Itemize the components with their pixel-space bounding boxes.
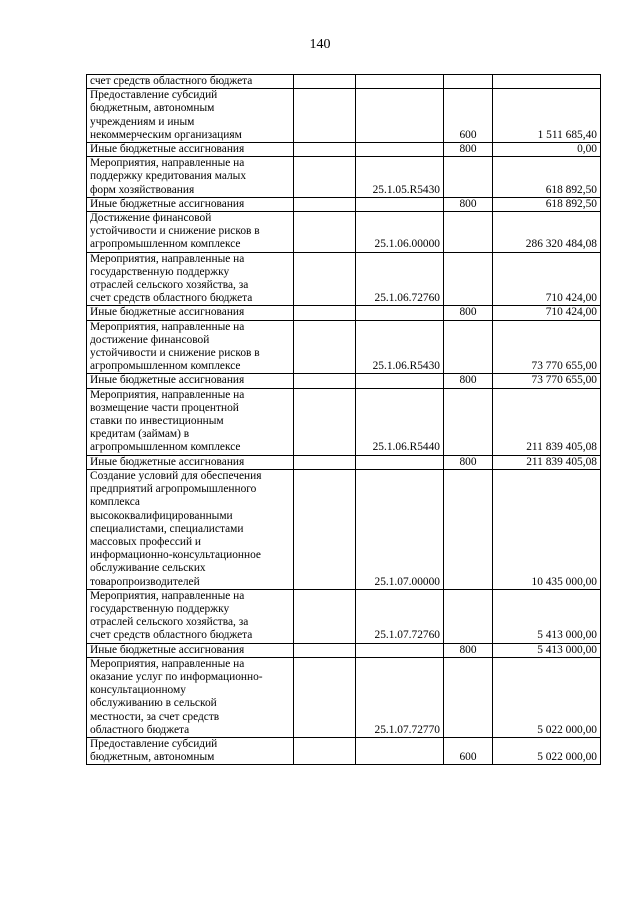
table-row bbox=[87, 157, 601, 198]
table-row bbox=[87, 252, 601, 306]
row-empty-cell bbox=[294, 643, 356, 657]
table-row bbox=[87, 657, 601, 737]
row-name-cell: Мероприятия, направленные на достижение финансовой устойчивости и снижение рисков в агропромышленном комплексе bbox=[87, 320, 294, 374]
row-amount-cell: 5 413 000,00 bbox=[493, 589, 601, 643]
table-row bbox=[87, 589, 601, 643]
row-empty-cell bbox=[294, 197, 356, 211]
row-expense-type-cell bbox=[444, 388, 493, 455]
row-code-cell: 25.1.06.R5430 bbox=[356, 320, 444, 374]
table-row bbox=[87, 306, 601, 320]
table-row bbox=[87, 737, 601, 764]
table-row bbox=[87, 75, 601, 89]
row-code-cell bbox=[356, 737, 444, 764]
table-row bbox=[87, 469, 601, 589]
row-empty-cell bbox=[294, 306, 356, 320]
row-amount-cell: 1 511 685,40 bbox=[493, 89, 601, 143]
row-name-cell: Мероприятия, направленные на оказание услуг по информационно- консультационному обслуживанию в сельской местности, за счет средств областного бюджета bbox=[87, 657, 294, 737]
row-code-cell bbox=[356, 75, 444, 89]
row-empty-cell bbox=[294, 212, 356, 253]
table-row bbox=[87, 320, 601, 374]
row-amount-cell: 618 892,50 bbox=[493, 197, 601, 211]
row-amount-cell bbox=[493, 75, 601, 89]
row-code-cell bbox=[356, 89, 444, 143]
row-empty-cell bbox=[294, 75, 356, 89]
table-row bbox=[87, 455, 601, 469]
row-expense-type-cell: 800 bbox=[444, 143, 493, 157]
row-amount-cell: 5 022 000,00 bbox=[493, 737, 601, 764]
row-expense-type-cell bbox=[444, 75, 493, 89]
row-code-cell bbox=[356, 197, 444, 211]
row-name-cell: Достижение финансовой устойчивости и снижение рисков в агропромышленном комплексе bbox=[87, 212, 294, 253]
row-name-cell: счет средств областного бюджета bbox=[87, 75, 294, 89]
row-expense-type-cell: 600 bbox=[444, 737, 493, 764]
row-expense-type-cell bbox=[444, 589, 493, 643]
row-expense-type-cell bbox=[444, 157, 493, 198]
row-empty-cell bbox=[294, 252, 356, 306]
row-amount-cell: 618 892,50 bbox=[493, 157, 601, 198]
row-expense-type-cell: 800 bbox=[444, 374, 493, 388]
row-code-cell: 25.1.06.00000 bbox=[356, 212, 444, 253]
row-name-cell: Иные бюджетные ассигнования bbox=[87, 374, 294, 388]
row-expense-type-cell bbox=[444, 469, 493, 589]
row-name-cell: Создание условий для обеспечения предприятий агропромышленного комплекса высококвалифицированными специалистами, специалистами массовых профессий и информационно-консультационное обслуживание сельских товаропроизводителей bbox=[87, 469, 294, 589]
row-expense-type-cell: 800 bbox=[444, 455, 493, 469]
row-empty-cell bbox=[294, 374, 356, 388]
table-row bbox=[87, 388, 601, 455]
row-name-cell: Предоставление субсидий бюджетным, автономным учреждениям и иным некоммерческим организациям bbox=[87, 89, 294, 143]
row-name-cell: Иные бюджетные ассигнования bbox=[87, 197, 294, 211]
table-row bbox=[87, 197, 601, 211]
row-empty-cell bbox=[294, 589, 356, 643]
row-amount-cell: 73 770 655,00 bbox=[493, 374, 601, 388]
row-expense-type-cell: 800 bbox=[444, 643, 493, 657]
row-amount-cell: 286 320 484,08 bbox=[493, 212, 601, 253]
row-expense-type-cell bbox=[444, 320, 493, 374]
row-name-cell: Иные бюджетные ассигнования bbox=[87, 143, 294, 157]
page-number: 140 bbox=[309, 37, 331, 52]
row-expense-type-cell: 600 bbox=[444, 89, 493, 143]
row-name-cell: Иные бюджетные ассигнования bbox=[87, 643, 294, 657]
row-amount-cell: 73 770 655,00 bbox=[493, 320, 601, 374]
row-amount-cell: 710 424,00 bbox=[493, 252, 601, 306]
row-code-cell bbox=[356, 143, 444, 157]
row-empty-cell bbox=[294, 388, 356, 455]
row-amount-cell: 5 413 000,00 bbox=[493, 643, 601, 657]
row-empty-cell bbox=[294, 455, 356, 469]
row-code-cell: 25.1.07.72770 bbox=[356, 657, 444, 737]
row-name-cell: Мероприятия, направленные на возмещение части процентной ставки по инвестиционным кредитам (займам) в агропромышленном комплексе bbox=[87, 388, 294, 455]
row-empty-cell bbox=[294, 657, 356, 737]
row-amount-cell: 710 424,00 bbox=[493, 306, 601, 320]
table-row bbox=[87, 143, 601, 157]
row-code-cell: 25.1.06.R5440 bbox=[356, 388, 444, 455]
row-code-cell: 25.1.07.00000 bbox=[356, 469, 444, 589]
table-row bbox=[87, 212, 601, 253]
row-code-cell: 25.1.06.72760 bbox=[356, 252, 444, 306]
row-empty-cell bbox=[294, 469, 356, 589]
row-expense-type-cell bbox=[444, 252, 493, 306]
row-empty-cell bbox=[294, 157, 356, 198]
table-row bbox=[87, 89, 601, 143]
row-name-cell: Предоставление субсидий бюджетным, автономным bbox=[87, 737, 294, 764]
row-name-cell: Иные бюджетные ассигнования bbox=[87, 455, 294, 469]
row-code-cell: 25.1.07.72760 bbox=[356, 589, 444, 643]
row-code-cell bbox=[356, 306, 444, 320]
row-empty-cell bbox=[294, 737, 356, 764]
row-code-cell bbox=[356, 455, 444, 469]
row-amount-cell: 10 435 000,00 bbox=[493, 469, 601, 589]
table-row bbox=[87, 643, 601, 657]
row-amount-cell: 211 839 405,08 bbox=[493, 388, 601, 455]
row-expense-type-cell: 800 bbox=[444, 197, 493, 211]
table-row bbox=[87, 374, 601, 388]
row-code-cell bbox=[356, 643, 444, 657]
row-name-cell: Мероприятия, направленные на государственную поддержку отраслей сельского хозяйства, за счет средств областного бюджета bbox=[87, 589, 294, 643]
row-expense-type-cell bbox=[444, 212, 493, 253]
row-expense-type-cell bbox=[444, 657, 493, 737]
row-empty-cell bbox=[294, 320, 356, 374]
row-name-cell: Мероприятия, направленные на государственную поддержку отраслей сельского хозяйства, за счет средств областного бюджета bbox=[87, 252, 294, 306]
row-amount-cell: 211 839 405,08 bbox=[493, 455, 601, 469]
row-empty-cell bbox=[294, 89, 356, 143]
row-expense-type-cell: 800 bbox=[444, 306, 493, 320]
budget-table bbox=[86, 74, 601, 765]
row-code-cell: 25.1.05.R5430 bbox=[356, 157, 444, 198]
row-amount-cell: 5 022 000,00 bbox=[493, 657, 601, 737]
row-amount-cell: 0,00 bbox=[493, 143, 601, 157]
row-name-cell: Иные бюджетные ассигнования bbox=[87, 306, 294, 320]
row-code-cell bbox=[356, 374, 444, 388]
row-empty-cell bbox=[294, 143, 356, 157]
row-name-cell: Мероприятия, направленные на поддержку кредитования малых форм хозяйствования bbox=[87, 157, 294, 198]
